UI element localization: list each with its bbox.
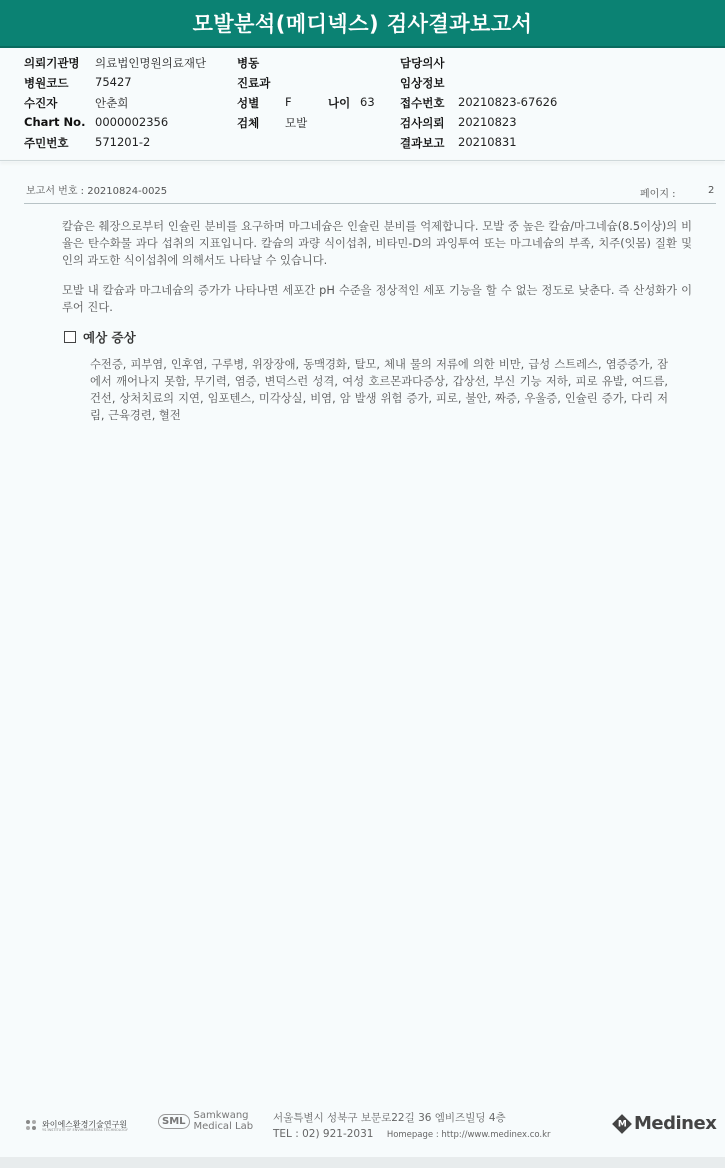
sml-name-line1: Samkwang (193, 1110, 249, 1121)
medinex-logo-mark: M (617, 1118, 627, 1129)
sml-logo-mark: SML (158, 1114, 190, 1129)
dept-label: 진료과 (237, 76, 271, 90)
body-paragraph-2: 모발 내 칼슘과 마그네슘의 증가가 나타나면 세포간 pH 수준을 정상적인 세포 기능을 할 수 없는 정도로 낮춘다. 즉 산성화가 이루어 진다. (62, 284, 692, 314)
page-indicator (640, 185, 715, 200)
footer-tel: TEL : 02) 921-2031 (273, 1128, 374, 1140)
ys-logo (24, 1117, 127, 1131)
footer-address-block (273, 1110, 551, 1143)
page-value: 2 (708, 185, 715, 196)
patient-value: 안춘희 (95, 96, 129, 110)
receipt-value: 20210823-67626 (458, 95, 558, 109)
age-value: 63 (360, 95, 375, 109)
ward-label: 병동 (237, 56, 260, 70)
ys-logo-icon (24, 1117, 38, 1131)
sex-label: 성별 (237, 96, 260, 110)
medinex-logo-icon (612, 1114, 632, 1134)
footer-homepage: Homepage : http://www.medinex.co.kr (386, 1130, 551, 1140)
sex-value: F (285, 95, 292, 109)
code-label: 병원코드 (24, 76, 69, 90)
receipt-label: 접수번호 (400, 96, 445, 110)
sml-logo (158, 1110, 253, 1132)
info-row-3 (24, 95, 704, 113)
report-title: 모발분석(메디넥스) 검사결과보고서 (192, 12, 533, 36)
symptom-list: 수전증, 피부염, 인후염, 구루병, 위장장애, 동맥경화, 탈모, 체내 물의 저류에 의한 비만, 급성 스트레스, 염증증가, 잠에서 깨어나지 못함, 무기력, 염증, 변덕스런 성격, 여성 호르몬과다증상, 갑상선, 부신 기능 저하, 피로 유발, 여드름, 건선, 상처치료의 지연, 임포텐스, 미각상실, 비염, 암 발생 위험 증가, 피로, 불안, 짜증, 우울증, 인슐린 증가, 다리 저림, 근육경련, 혈전 (90, 358, 668, 422)
hospital-label: 의뢰기관명 (24, 56, 80, 70)
result-label: 결과보고 (400, 136, 445, 150)
patient-label: 수진자 (24, 96, 58, 110)
footer-contact (273, 1126, 551, 1143)
report-number: 보고서 번호 : 20210824-0025 (26, 186, 168, 197)
info-row-5 (24, 135, 704, 153)
footer-address: 서울특별시 성북구 보문로22길 36 엠비즈빌딩 4층 (273, 1112, 506, 1124)
request-label: 검사의뢰 (400, 116, 445, 130)
ys-logo-subtext: YS INSTITUTE OF ENVIRONMENTAL TECHNOLOGY (42, 1128, 128, 1132)
result-value: 20210831 (458, 135, 517, 149)
chart-label: Chart No. (24, 115, 86, 129)
age-label: 나이 (328, 96, 351, 110)
section-heading (64, 328, 136, 346)
specimen-value: 모발 (285, 116, 308, 130)
sml-logo-name (194, 1110, 254, 1132)
sml-name-line2: Medical Lab (193, 1121, 254, 1132)
patient-info-block (24, 55, 704, 155)
info-row-2 (24, 75, 704, 93)
doctor-label: 담당의사 (400, 56, 445, 70)
body-paragraph-1: 칼슘은 췌장으로부터 인슐린 분비를 요구하며 마그네슘은 인슐린 분비를 억제합니다. 모발 중 높은 칼슘/마그네슘(8.5이상)의 비율은 탄수화물 과다 섭취의 지표입니다. 칼슘의 과량 식이섭취, 비타민-D의 과잉투여 또는 마그네슘의 부족, 치주(잇몸) 질환 및 인의 과도한 식이섭취에 의해서도 나타날 수 있습니다. (62, 220, 692, 267)
specimen-label: 검체 (237, 116, 260, 130)
id-value: 571201-2 (95, 135, 151, 149)
info-row-4 (24, 115, 704, 133)
clinical-label: 임상정보 (400, 76, 445, 90)
info-row-1 (24, 55, 704, 73)
report-divider (24, 203, 716, 204)
medinex-logo-name: Medinex (634, 1113, 717, 1134)
ys-logo-text: 와이에스환경기술연구원 (42, 1119, 128, 1129)
medinex-logo (612, 1113, 716, 1134)
page-label: 페이지 : (640, 189, 676, 200)
chart-value: 0000002356 (95, 115, 169, 129)
header-divider (0, 160, 725, 161)
bottom-strip (0, 1157, 725, 1168)
report-header (0, 0, 725, 48)
request-value: 20210823 (458, 115, 517, 129)
section-title: 예상 증상 (83, 330, 136, 345)
id-label: 주민번호 (24, 136, 69, 150)
checkbox-icon (64, 331, 76, 343)
footer (0, 1105, 725, 1155)
hospital-value: 의료법인명원의료재단 (95, 56, 207, 70)
code-value: 75427 (95, 75, 132, 89)
